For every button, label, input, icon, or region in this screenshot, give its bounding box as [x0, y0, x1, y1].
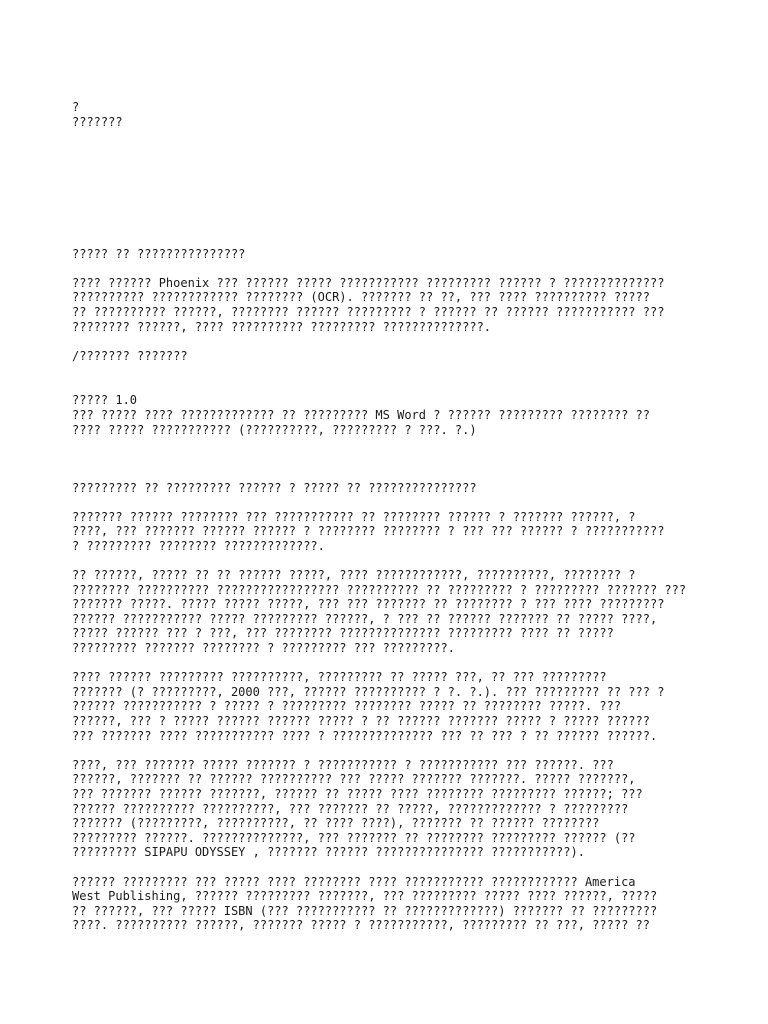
paragraph — [72, 875, 698, 933]
version-label: ????? 1.0 — [72, 393, 138, 408]
paragraph — [72, 276, 698, 334]
paragraph — [72, 758, 698, 860]
text-line: ??????, ??? ? ????? ?????? ?????? ????? ? ?? ?????? ??????? ????? ? ????? ?????? — [72, 714, 650, 729]
section-heading: ????????? ?? ????????? ?????? ? ????? ?? ??????????????? — [72, 481, 477, 496]
text-line: ???? ????? ??????????? (??????????, ????????? ? ???. ?.) — [72, 422, 477, 437]
section-heading: ????? ?? ??????????????? — [72, 247, 246, 262]
note-line: /??????? ??????? — [72, 348, 188, 363]
text-line: ??????? (? ?????????, 2000 ???, ?????? ?????????? ? ?. ?.). ??? ????????? ?? ??? ? — [72, 684, 665, 699]
text-line: ?? ??????, ??? ????? ISBN (??? ??????????? ?? ?????????????) ??????? ?? ????????? — [72, 903, 658, 918]
version-block — [72, 393, 698, 437]
text-line: ??????? ?????? ???????? ??? ??????????? ?? ???????? ?????? ? ??????? ??????, ? — [72, 509, 636, 524]
text-line: ??? ??????? ?????? ???????, ?????? ?? ????? ???? ???????? ????????? ??????; ??? — [72, 787, 643, 801]
text-line: ????. ?????????? ??????, ??????? ????? ? ???????????, ????????? ?? ???, ????? ?? — [72, 918, 650, 933]
text-line: West Publishing, ?????? ????????? ???????, ??? ????????? ????? ???? ??????, ????? — [72, 889, 658, 904]
text-line: ?????? ????????? ??? ????? ???? ???????? ???? ??????????? ???????????? America — [72, 874, 636, 889]
text-line: ?? ??????, ????? ?? ?? ?????? ?????, ???? ????????????, ??????????, ???????? ? — [72, 568, 636, 583]
text-line: ??? ????? ???? ????????????? ?? ????????? MS Word ? ?????? ????????? ???????? ?? — [72, 407, 650, 422]
text-line: ????? ?????? ??? ? ???, ??? ???????? ?????????????? ????????? ???? ?? ????? — [72, 626, 614, 641]
text-line: ??????? (?????????, ??????????, ?? ???? ????), ??????? ?? ?????? ???????? — [72, 816, 600, 831]
text-line: ???? ?????? Phoenix ??? ?????? ????? ??????????? ????????? ?????? ? ?????????????? — [72, 275, 665, 290]
text-line: ? ????????? ???????? ?????????????. — [72, 538, 325, 553]
text-line: ????????? SIPAPU ODYSSEY , ??????? ?????? ??????????????? ???????????). — [72, 845, 585, 860]
text-line: ?????? ??????????? ????? ????????? ??????, ? ??? ?? ?????? ??????? ?? ????? ????, — [72, 611, 658, 626]
document-page — [72, 100, 698, 948]
document-header — [72, 100, 698, 129]
text-line: ??????, ??????? ?? ?????? ?????????? ??? ????? ??????? ???????. ????? ???????, — [72, 772, 636, 787]
paragraph — [72, 510, 698, 554]
text-line: ?? ?????????? ??????, ???????? ?????? ????????? ? ?????? ?? ?????? ??????????? ??? — [72, 304, 665, 319]
text-line: ?????? ??????????? ? ????? ? ????????? ???????? ????? ?? ???????? ?????. ??? — [72, 699, 622, 714]
text-line: ????, ??? ??????? ????? ??????? ? ??????????? ? ??????????? ??? ??????. ??? — [72, 757, 614, 772]
text-line: ????????? ??????. ??????????????, ??? ??????? ?? ???????? ????????? ?????? (?? — [72, 830, 636, 845]
text-line: ????????? ??????? ???????? ? ????????? ??? ?????????. — [72, 641, 455, 656]
header-line: ? — [72, 100, 80, 114]
text-line: ???? ?????? ????????? ??????????, ????????? ?? ????? ???, ?? ??? ????????? — [72, 670, 607, 685]
text-line: ?????????? ???????????? ???????? (OCR). ??????? ?? ??, ??? ???? ?????????? ????? — [72, 290, 650, 305]
text-line: ?????? ?????????? ??????????, ??? ??????? ?? ?????, ????????????? ? ????????? — [72, 801, 629, 816]
text-line: ????, ??? ??????? ?????? ?????? ? ???????? ???????? ? ??? ??? ?????? ? ??????????? — [72, 524, 665, 539]
text-line: ??? ??????? ???? ??????????? ???? ? ?????????????? ??? ?? ??? ? ?? ?????? ??????. — [72, 728, 658, 743]
paragraph — [72, 568, 698, 656]
text-line: ???????? ??????, ???? ?????????? ????????? ??????????????. — [72, 319, 492, 334]
text-line: ??????? ?????. ????? ????? ?????, ??? ??? ??????? ?? ???????? ? ??? ???? ????????? — [72, 597, 665, 612]
text-line: ???????? ?????????? ????????????????? ?????????? ?? ????????? ? ????????? ??????? ??? — [72, 582, 687, 597]
paragraph — [72, 670, 698, 743]
header-line: ??????? — [72, 114, 123, 129]
